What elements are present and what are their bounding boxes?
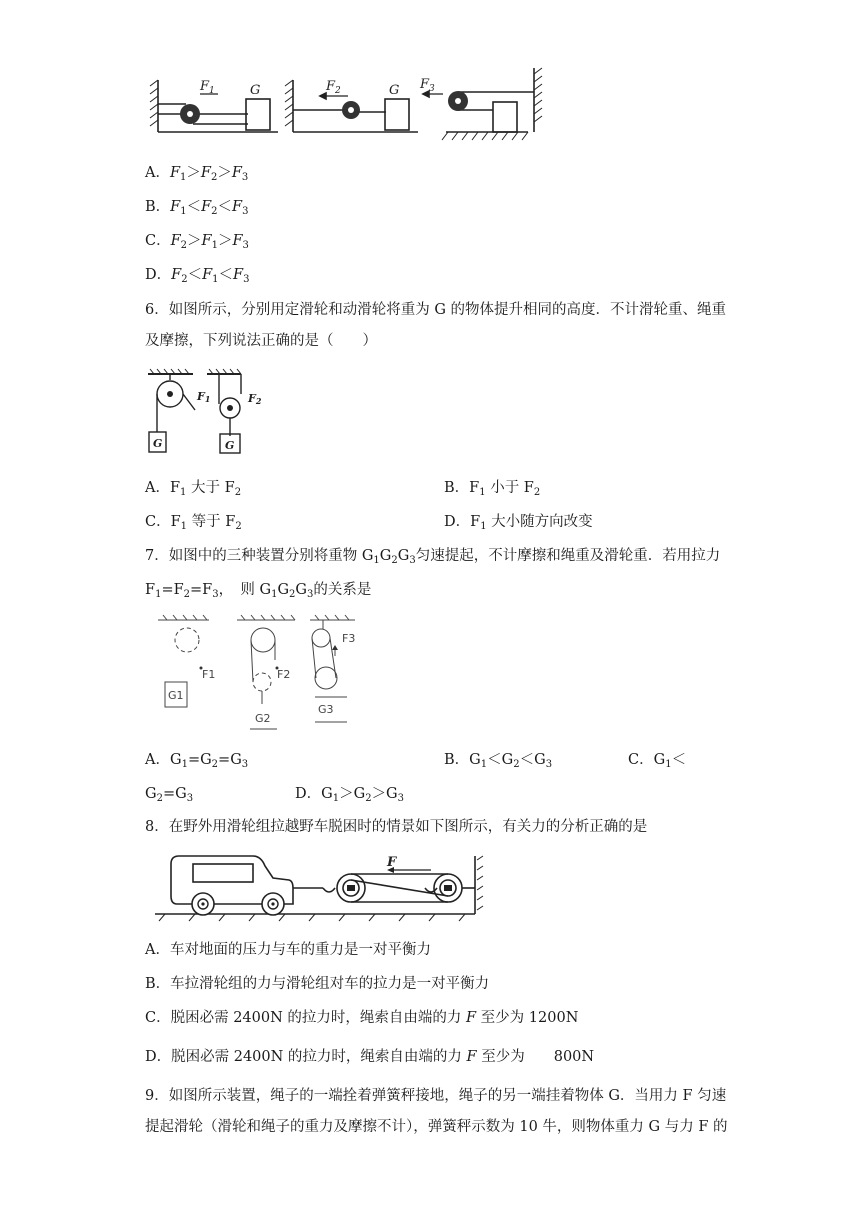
q7-fig-label-f3: F3 <box>342 632 356 645</box>
q9-stem-line1: 9．如图所示装置，绳子的一端拴着弹簧秤接地，绳子的另一端挂着物体 G．当用力 F 匀速 <box>145 1088 727 1104</box>
q7-figure <box>155 612 370 732</box>
q5-option-a[interactable]: A．$F_1>F_2>F_3$ <box>145 165 249 183</box>
q7-option-c[interactable]: C．$G_1<$ <box>628 752 687 770</box>
q5-figure <box>148 66 548 144</box>
q6-fig-label-f2: F2 <box>248 392 262 406</box>
q7-fig-label-g3: G3 <box>318 703 334 716</box>
q8-option-c[interactable]: C．脱困必需 2400N 的拉力时，绳索自由端的力 F 至少为 1200N <box>145 1010 579 1026</box>
q9-stem-line2: 提起滑轮（滑轮和绳子的重力及摩擦不计），弹簧秤示数为 10 牛，则物体重力 G 与力 F 的 <box>145 1119 728 1135</box>
q8-fig-label-f: F <box>387 855 397 870</box>
q7-fig-label-g2: G2 <box>255 712 271 725</box>
q7-option-a[interactable]: A．$G_1=G_2=G_3$ <box>145 752 249 770</box>
q5-fig-label-g1: G <box>250 83 261 98</box>
q6-fig-label-f1: F1 <box>197 390 211 404</box>
q7-option-b[interactable]: B．$G_1<G_2<G_3$ <box>444 752 553 770</box>
q7-stem-line2: $F_1=F_2=F_3$， 则 $G_1G_2G_3$的关系是 <box>145 582 372 600</box>
q7-fig-label-f1: F1 <box>202 668 216 681</box>
q7-option-c-cont: $G_2=G_3$ <box>145 786 194 804</box>
q6-option-d[interactable]: D．$F_1$ 大小随方向改变 <box>444 514 593 532</box>
q8-option-a[interactable]: A．车对地面的压力与车的重力是一对平衡力 <box>145 942 431 958</box>
q5-fig-label-f2: $F_2$ <box>326 79 341 96</box>
q6-option-b[interactable]: B．$F_1$ 小于 $F_2$ <box>444 480 541 498</box>
q5-fig-label-f1: $F_1$ <box>200 79 215 96</box>
q8-figure <box>155 852 485 924</box>
q6-option-c[interactable]: C．$F_1$ 等于 $F_2$ <box>145 514 242 532</box>
q7-stem-line1: 7．如图中的三种装置分别将重物 $G_1G_2G_3$匀速提起，不计摩擦和绳重及滑轮重．若用拉力 <box>145 548 721 566</box>
q5-option-c[interactable]: C．$F_2>F_1>F_3$ <box>145 233 249 251</box>
q6-stem-line2: 及摩擦，下列说法正确的是（ ） <box>145 333 377 349</box>
q8-stem-line1: 8．在野外用滑轮组拉越野车脱困时的情景如下图所示，有关力的分析正确的是 <box>145 819 648 835</box>
q6-fig-label-g1: G <box>153 437 163 450</box>
q7-option-d[interactable]: D．$G_1>G_2>G_3$ <box>295 786 405 804</box>
q5-option-d[interactable]: D．$F_2<F_1<F_3$ <box>145 267 250 285</box>
q6-option-a[interactable]: A．$F_1$ 大于 $F_2$ <box>145 480 242 498</box>
q5-fig-label-g2: G <box>389 83 400 98</box>
q6-stem-line1: 6．如图所示，分别用定滑轮和动滑轮将重为 G 的物体提升相同的高度．不计滑轮重、绳重 <box>145 302 727 318</box>
q7-fig-label-f2: F2 <box>277 668 291 681</box>
q6-fig-label-g2: G <box>225 439 235 452</box>
q5-option-b[interactable]: B．$F_1<F_2<F_3$ <box>145 199 249 217</box>
q8-option-d[interactable]: D．脱困必需 2400N 的拉力时，绳索自由端的力 F 至少为 800N <box>145 1049 595 1065</box>
q6-figure <box>145 368 270 458</box>
q8-option-b[interactable]: B．车拉滑轮组的力与滑轮组对车的拉力是一对平衡力 <box>145 976 490 992</box>
q5-fig-label-f3: $F_3$ <box>420 77 435 94</box>
q7-fig-label-g1: G1 <box>168 689 184 702</box>
